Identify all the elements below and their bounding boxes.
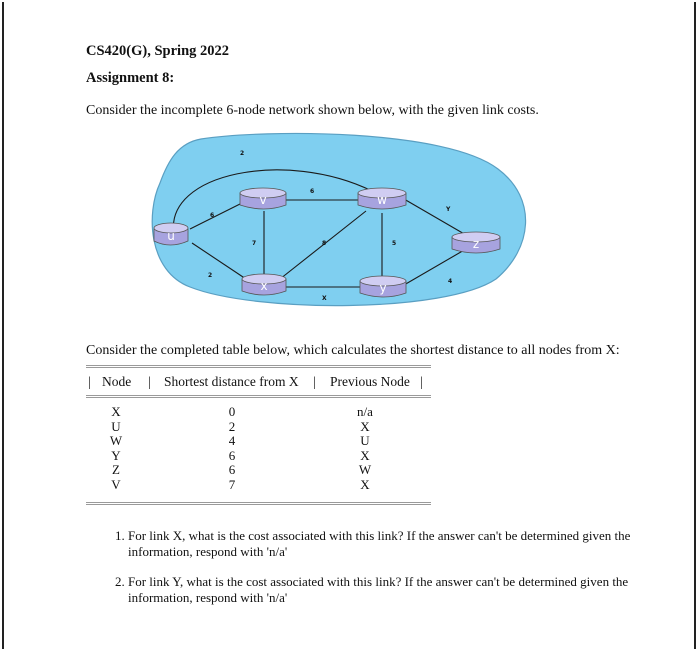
table-cell-previous: X (360, 476, 370, 492)
table-column-node (106, 405, 126, 493)
cost-label-v-x: 7 (252, 240, 257, 247)
table-cell-previous: X (360, 447, 370, 463)
table-header-bar-left: | (88, 374, 91, 389)
table-rule-bottom (86, 502, 431, 505)
cost-label-u-w: 2 (240, 150, 245, 157)
table-column-previous (350, 405, 380, 493)
cost-label-v-w: 6 (310, 188, 315, 195)
table-cell-distance: 2 (228, 418, 236, 434)
table-header-bar-2: | (148, 374, 151, 389)
cost-label-u-v: 6 (210, 212, 215, 219)
table-column-distance (222, 405, 242, 493)
table-cell-node: V (111, 476, 121, 492)
table-cell-distance: 0 (228, 404, 236, 419)
router-v (240, 188, 286, 209)
network-diagram (146, 131, 528, 311)
router-y (360, 276, 406, 297)
table-rule-mid (86, 395, 431, 398)
table-cell-distance: 6 (228, 447, 236, 463)
table-header-bar-3: | (313, 374, 316, 389)
table-cell-previous: X (360, 418, 370, 434)
cost-label-w-y: 5 (392, 240, 397, 247)
cost-label-y-z: 4 (448, 278, 453, 285)
table-cell-previous: U (360, 433, 370, 449)
table-header-distance: Shortest distance from X (164, 374, 299, 389)
table-header-previous: Previous Node (330, 374, 410, 389)
router-x (242, 274, 286, 295)
table-header-node: Node (102, 374, 132, 389)
intro-text: Consider the incomplete 6-node network shown below, with the given link costs. (86, 103, 539, 118)
table-cell-node: Z (112, 462, 120, 478)
router-z (452, 232, 500, 253)
router-label-u: u (167, 229, 175, 243)
question-list (106, 528, 648, 620)
router-label-x: x (260, 279, 268, 293)
question-item: 2. For link Y, what is the cost associated with this link? If the answer can't be determined given the information, respond with 'n/a' (128, 574, 648, 605)
table-cell-node: X (111, 404, 121, 419)
question-item: 1. For link X, what is the cost associated with this link? If the answer can't be determined given the information, respond with 'n/a' (128, 528, 648, 559)
table-cell-distance: 7 (228, 476, 236, 492)
table-header-bar-right: | (420, 374, 423, 389)
table-cell-distance: 4 (228, 433, 236, 449)
router-label-v: v (259, 193, 267, 207)
course-title: CS420(G), Spring 2022 (86, 43, 230, 59)
table-cell-node: W (109, 433, 123, 449)
table-cell-node: Y (111, 447, 121, 463)
router-w (358, 188, 406, 209)
table-intro-text: Consider the completed table below, which calculates the shortest distance to all nodes from X: (86, 343, 620, 358)
router-label-z: z (472, 237, 480, 251)
table-cell-previous: n/a (357, 404, 373, 419)
router-label-y: y (379, 281, 387, 295)
table-cell-node: U (111, 418, 121, 434)
router-u (154, 223, 188, 245)
cost-label-w-z: Y (446, 206, 451, 213)
cost-label-u-x: 2 (208, 272, 213, 279)
table-rule-top (86, 365, 431, 368)
assignment-title: Assignment 8: (86, 70, 175, 86)
cost-label-x-y: X (322, 295, 327, 302)
table-cell-previous: W (358, 462, 372, 478)
router-label-w: w (377, 193, 387, 207)
cost-label-x-w: 8 (322, 240, 327, 247)
table-cell-distance: 6 (228, 462, 236, 478)
